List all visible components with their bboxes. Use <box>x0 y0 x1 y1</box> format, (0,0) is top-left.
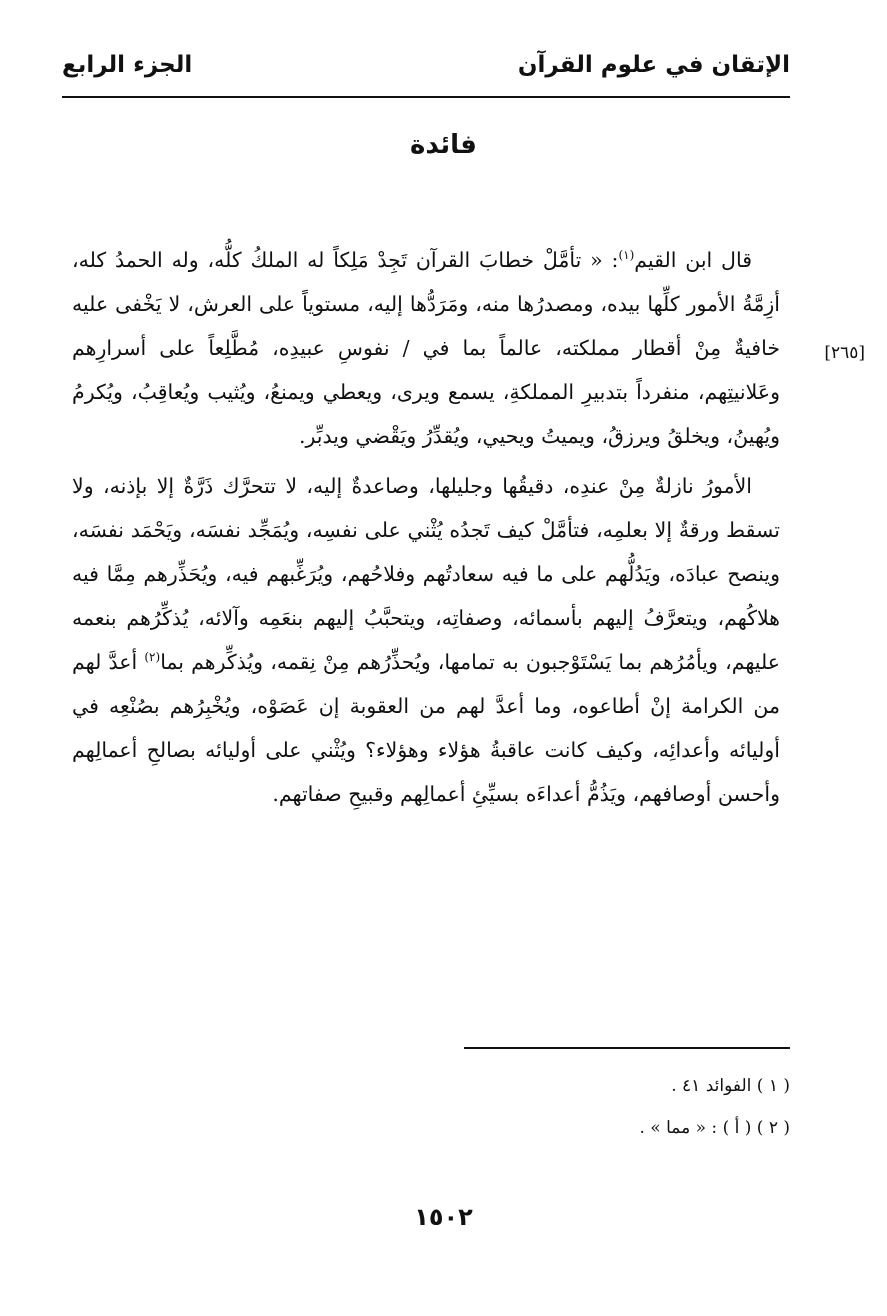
book-title: الإتقان في علوم القرآن <box>517 52 790 78</box>
paragraph-2-text-start: الأمورُ نازلةٌ مِنْ عندِه، دقيقُها وجليلها، وصاعدةٌ إليه، لا تتحرَّك ذَرَّةٌ إلا بإذنه، ولا تسقط ورقةٌ إلا بعلمِه، فتأمَّلْ كيف تَجدُه يُثْني على نفسِه، ويُمَجِّد نفسَه، ويَحْمَد نفسَه، وينصح عبادَه، ويَدُلُّهم على ما فيه سعادتُهم وفلاحُهم، ويُرَغِّبهم فيه، ويُحَذِّرهم مِمَّا فيه هلاكُهم، ويتعرَّفُ إليهم بأسمائه، وصفاتِه، ويتحبَّبُ إليهم بنعَمِه وآلائه، يُذكِّرُهم بنعمه عليهم، ويأمُرُهم بما يَسْتَوْجبون به تمامها، ويُحذِّرُهم مِنْ نِقمه، ويُذكِّرهم بما <box>72 474 780 674</box>
volume-part: الجزء الرابع <box>62 52 193 78</box>
footnotes <box>72 1065 790 1149</box>
footnote-2: ( ٢ ) ( أ ) : « مما » . <box>639 1118 790 1138</box>
paragraph-1 <box>72 238 780 458</box>
section-title: فائدة <box>410 130 477 160</box>
page-number: ١٥٠٢ <box>414 1203 473 1231</box>
paragraph-2-text-end: أعدَّ لهم من الكرامة إنْ أطاعوه، وما أعدَّ لهم من العقوبة إن عَصَوْه، ويُخْبِرُهم بصُنْعِه في أوليائه وأعدائِه، وكيف كانت عاقبةُ هؤلاء وهؤلاء؟ ويُثْني على أوليائه بصالحِ أعمالِهم وأحسن أوصافهم، ويَذُمُّ أعداءَه بسيِّئِ أعمالِهم وقبيحِ صفاتهم. <box>72 650 780 806</box>
running-header <box>62 50 790 96</box>
footnote-mark-1: (١) <box>618 248 635 263</box>
paragraph-1-text-end: : « تأمَّلْ خطابَ القرآن تَجِدْ مَلِكاً له الملكُ كلُّه، وله الحمدُ كله، أزِمَّةُ الأمور كلِّها بيده، ومصدرُها منه، ومَرَدُّها إليه، مستوياً على العرش، لا يَخْفى عليه خافيةٌ مِنْ أقطار مملكته، عالماً بما في / نفوسِ عبيدِه، مُطَّلِعاً على أسرارِهم وعَلانيتِهم، منفرداً بتدبيرِ المملكةِ، يسمع ويرى، ويعطي ويمنعُ، ويُثيب ويُعاقِبُ، ويُكرمُ ويُهينُ، ويخلقُ ويرزقُ، ويميتُ ويحيي، ويُقدِّرُ ويَقْضي ويدبِّر. <box>72 248 780 448</box>
paragraph-1-text-start: قال ابن القيم <box>634 248 752 272</box>
footnote-mark-2: (٢) <box>144 650 161 665</box>
main-text <box>72 238 780 816</box>
header-divider <box>62 96 790 98</box>
footnote-divider <box>464 1047 790 1049</box>
paragraph-2 <box>72 464 780 816</box>
margin-page-reference: [٢٦٥] <box>824 343 865 363</box>
footnote-1: ( ١ ) الفوائد ٤١ . <box>671 1076 790 1096</box>
